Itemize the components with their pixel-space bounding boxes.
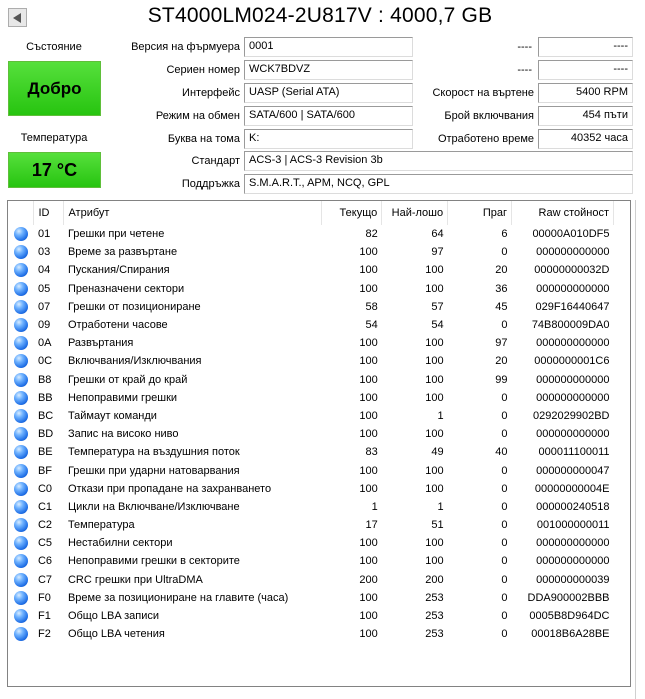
drive-letter-label: Буква на тома xyxy=(167,133,240,145)
dash-field-2: ---- xyxy=(538,60,633,80)
cell-worst: 100 xyxy=(425,391,444,404)
cell-threshold: 0 xyxy=(501,391,508,404)
status-dot-icon xyxy=(14,391,28,405)
cell-raw-value: 000000000000 xyxy=(536,373,610,386)
cell-threshold: 0 xyxy=(501,628,508,641)
cell-raw-value: 00018B6A28BE xyxy=(531,628,610,641)
cell-current: 100 xyxy=(359,555,378,568)
cell-current: 100 xyxy=(359,246,378,259)
cell-current: 1 xyxy=(371,500,378,513)
table-row[interactable] xyxy=(8,389,614,407)
cell-raw-value: 0005B8D964DC xyxy=(529,610,610,623)
cell-raw-value: 000000000000 xyxy=(536,428,610,441)
drive-title: ST4000LM024-2U817V : 4000,7 GB xyxy=(147,4,493,27)
header-threshold[interactable]: Праг xyxy=(448,201,512,225)
standard-field: ACS-3 | ACS-3 Revision 3b xyxy=(244,151,633,171)
status-dot-icon xyxy=(14,609,28,623)
cell-id: 05 xyxy=(37,282,51,295)
cell-worst: 100 xyxy=(425,373,444,386)
status-cell xyxy=(8,552,34,570)
cell-attribute: Преназначени сектори xyxy=(67,282,185,295)
status-cell xyxy=(8,461,34,479)
table-row[interactable] xyxy=(8,371,614,389)
dash-field-1: ---- xyxy=(538,37,633,57)
cell-threshold: 0 xyxy=(501,537,508,550)
rotation-speed-label: Скорост на въртене xyxy=(432,87,534,99)
cell-raw-value: 00000000004E xyxy=(534,482,610,495)
cell-id: 0A xyxy=(37,337,52,350)
status-cell xyxy=(8,607,34,625)
cell-attribute: Развъртания xyxy=(67,337,134,350)
cell-worst: 253 xyxy=(425,591,444,604)
table-row[interactable] xyxy=(8,425,614,443)
cell-raw-value: 000011100011 xyxy=(538,446,610,459)
status-dot-icon xyxy=(14,554,28,568)
temperature-label: Температура xyxy=(20,132,88,144)
cell-id: C7 xyxy=(37,573,53,586)
cell-threshold: 0 xyxy=(501,482,508,495)
cell-attribute: Цикли на Включване/Изключване xyxy=(67,500,240,513)
table-row[interactable] xyxy=(8,334,614,352)
cell-threshold: 6 xyxy=(501,228,508,241)
cell-threshold: 20 xyxy=(495,264,508,277)
table-row[interactable] xyxy=(8,407,614,425)
cell-threshold: 40 xyxy=(495,446,508,459)
table-row[interactable] xyxy=(8,552,614,570)
status-dot-icon xyxy=(14,500,28,514)
cell-current: 100 xyxy=(359,337,378,350)
health-status-badge: Добро xyxy=(8,61,101,116)
cell-raw-value: 029F16440647 xyxy=(535,300,610,313)
cell-current: 58 xyxy=(365,300,378,313)
status-cell xyxy=(8,498,34,516)
cell-threshold: 0 xyxy=(501,500,508,513)
cell-attribute: Общо LBA четения xyxy=(67,628,165,641)
cell-current: 100 xyxy=(359,264,378,277)
cell-current: 100 xyxy=(359,610,378,623)
cell-id: B8 xyxy=(37,373,52,386)
status-dot-icon xyxy=(14,445,28,459)
power-count-field: 454 пъти xyxy=(538,106,633,126)
cell-threshold: 0 xyxy=(501,246,508,259)
status-cell xyxy=(8,589,34,607)
cell-attribute: Време за развъртане xyxy=(67,246,178,259)
cell-attribute: Време за позициониране на главите (часа) xyxy=(67,591,289,604)
table-header-row xyxy=(8,201,614,225)
cell-threshold: 0 xyxy=(501,610,508,623)
cell-raw-value: 00000000032D xyxy=(534,264,610,277)
status-dot-icon xyxy=(14,336,28,350)
features-field: S.M.A.R.T., APM, NCQ, GPL xyxy=(244,174,633,194)
cell-current: 100 xyxy=(359,282,378,295)
status-dot-icon xyxy=(14,464,28,478)
smart-attributes-table[interactable] xyxy=(7,200,631,687)
cell-worst: 100 xyxy=(425,428,444,441)
standard-label: Стандарт xyxy=(191,155,240,167)
cell-worst: 253 xyxy=(425,628,444,641)
status-cell xyxy=(8,425,34,443)
cell-attribute: Непоправими грешки xyxy=(67,391,178,404)
window-edge xyxy=(635,200,636,699)
header-id[interactable]: ID xyxy=(34,201,64,225)
cell-attribute: Непоправими грешки в секторите xyxy=(67,555,240,568)
cell-worst: 100 xyxy=(425,555,444,568)
cell-attribute: Включвания/Изключвания xyxy=(67,355,202,368)
cell-id: 04 xyxy=(37,264,51,277)
status-dot-icon xyxy=(14,409,28,423)
interface-label: Интерфейс xyxy=(182,87,240,99)
header-icon-col[interactable] xyxy=(8,201,34,225)
header-raw-value[interactable]: Raw стойност xyxy=(512,201,614,225)
cell-id: 01 xyxy=(37,228,51,241)
cell-current: 100 xyxy=(359,537,378,550)
triangle-left-icon xyxy=(13,13,22,23)
cell-current: 100 xyxy=(359,409,378,422)
drive-letter-field: K: xyxy=(244,129,413,149)
cell-id: C6 xyxy=(37,555,53,568)
status-label: Състояние xyxy=(26,41,82,53)
status-cell xyxy=(8,407,34,425)
cell-raw-value: 0000000001C6 xyxy=(534,355,610,368)
cell-current: 100 xyxy=(359,482,378,495)
status-cell xyxy=(8,298,34,316)
cell-threshold: 0 xyxy=(501,409,508,422)
status-cell xyxy=(8,371,34,389)
cell-threshold: 0 xyxy=(501,519,508,532)
header-attribute[interactable]: Атрибут xyxy=(64,201,322,225)
cell-worst: 100 xyxy=(425,355,444,368)
status-cell xyxy=(8,534,34,552)
status-cell xyxy=(8,516,34,534)
cell-threshold: 97 xyxy=(495,337,508,350)
cell-threshold: 99 xyxy=(495,373,508,386)
cell-id: BF xyxy=(37,464,53,477)
status-dot-icon xyxy=(14,427,28,441)
table-row[interactable] xyxy=(8,352,614,370)
cell-id: BD xyxy=(37,428,54,441)
cell-threshold: 0 xyxy=(501,464,508,477)
table-row[interactable] xyxy=(8,261,614,279)
table-row[interactable] xyxy=(8,443,614,461)
table-row[interactable] xyxy=(8,480,614,498)
cell-attribute: Отработени часове xyxy=(67,319,168,332)
cell-worst: 100 xyxy=(425,482,444,495)
cell-worst: 49 xyxy=(431,446,444,459)
status-dot-icon xyxy=(14,354,28,368)
cell-current: 100 xyxy=(359,428,378,441)
header-current[interactable]: Текущо xyxy=(322,201,382,225)
features-label: Поддръжка xyxy=(181,178,240,190)
power-hours-label: Отработено време xyxy=(437,133,534,145)
cell-worst: 1 xyxy=(437,409,444,422)
cell-raw-value: 000000000039 xyxy=(536,573,610,586)
cell-raw-value: 000000000000 xyxy=(536,337,610,350)
transfer-mode-field: SATA/600 | SATA/600 xyxy=(244,106,413,126)
cell-id: F2 xyxy=(37,628,51,641)
cell-id: BB xyxy=(37,391,53,404)
cell-attribute: Температура на въздушния поток xyxy=(67,446,240,459)
cell-raw-value: 00000A010DF5 xyxy=(532,228,610,241)
status-dot-icon xyxy=(14,573,28,587)
table-row[interactable] xyxy=(8,607,614,625)
table-row[interactable] xyxy=(8,316,614,334)
power-hours-field: 40352 часа xyxy=(538,129,633,149)
smart-table-body xyxy=(8,225,614,643)
cell-raw-value: 000000240518 xyxy=(536,500,610,513)
serial-field: WCK7BDVZ xyxy=(244,60,413,80)
table-row[interactable] xyxy=(8,225,614,243)
cell-attribute: CRC грешки при UltraDMA xyxy=(67,573,203,586)
cell-current: 100 xyxy=(359,628,378,641)
cell-attribute: Таймаут команди xyxy=(67,409,157,422)
cell-id: C2 xyxy=(37,519,53,532)
cell-id: BE xyxy=(37,446,53,459)
table-row[interactable] xyxy=(8,461,614,479)
status-cell xyxy=(8,243,34,261)
cell-threshold: 0 xyxy=(501,573,508,586)
cell-current: 82 xyxy=(365,228,378,241)
temperature-badge: 17 °C xyxy=(8,152,101,188)
status-dot-icon xyxy=(14,318,28,332)
cell-id: C5 xyxy=(37,537,53,550)
cell-worst: 100 xyxy=(425,464,444,477)
status-dot-icon xyxy=(14,227,28,241)
cell-worst: 64 xyxy=(431,228,444,241)
cell-threshold: 45 xyxy=(495,300,508,313)
status-dot-icon xyxy=(14,627,28,641)
cell-attribute: Грешки при четене xyxy=(67,228,165,241)
status-dot-icon xyxy=(14,373,28,387)
cell-threshold: 36 xyxy=(495,282,508,295)
cell-id: F1 xyxy=(37,610,51,623)
cell-id: BC xyxy=(37,409,54,422)
power-count-label: Брой включвания xyxy=(444,110,534,122)
transfer-mode-label: Режим на обмен xyxy=(155,110,240,122)
status-dot-icon xyxy=(14,536,28,550)
table-row[interactable] xyxy=(8,516,614,534)
cell-worst: 51 xyxy=(431,519,444,532)
table-row[interactable] xyxy=(8,243,614,261)
cell-raw-value: 000000000047 xyxy=(536,464,610,477)
status-dot-icon xyxy=(14,282,28,296)
cell-id: F0 xyxy=(37,591,51,604)
table-row[interactable] xyxy=(8,280,614,298)
serial-label: Сериен номер xyxy=(166,64,240,76)
status-dot-icon xyxy=(14,245,28,259)
back-button[interactable] xyxy=(8,8,27,27)
cell-worst: 100 xyxy=(425,337,444,350)
cell-attribute: Общо LBA записи xyxy=(67,610,160,623)
status-dot-icon xyxy=(14,518,28,532)
cell-id: 03 xyxy=(37,246,51,259)
status-dot-icon xyxy=(14,263,28,277)
cell-attribute: Нестабилни сектори xyxy=(67,537,173,550)
cell-raw-value: 0292029902BD xyxy=(533,409,610,422)
cell-current: 100 xyxy=(359,591,378,604)
cell-current: 54 xyxy=(365,319,378,332)
status-cell xyxy=(8,261,34,279)
cell-id: C1 xyxy=(37,500,53,513)
dash-label-1: ---- xyxy=(517,41,532,53)
status-cell xyxy=(8,480,34,498)
cell-threshold: 0 xyxy=(501,428,508,441)
firmware-label: Версия на фърмуера xyxy=(131,41,240,53)
status-cell xyxy=(8,389,34,407)
header-worst[interactable]: Най-лошо xyxy=(382,201,448,225)
status-cell xyxy=(8,280,34,298)
cell-id: 09 xyxy=(37,319,51,332)
cell-worst: 54 xyxy=(431,319,444,332)
cell-worst: 100 xyxy=(425,537,444,550)
cell-raw-value: 001000000011 xyxy=(536,519,610,532)
cell-worst: 200 xyxy=(425,573,444,586)
cell-current: 100 xyxy=(359,464,378,477)
dash-label-2: ---- xyxy=(517,64,532,76)
cell-raw-value: DDA900002BBB xyxy=(527,591,610,604)
cell-attribute: Грешки от край до край xyxy=(67,373,188,386)
cell-current: 100 xyxy=(359,391,378,404)
cell-worst: 100 xyxy=(425,264,444,277)
cell-current: 200 xyxy=(359,573,378,586)
cell-current: 100 xyxy=(359,373,378,386)
cell-worst: 57 xyxy=(431,300,444,313)
table-row[interactable] xyxy=(8,498,614,516)
table-row[interactable] xyxy=(8,534,614,552)
cell-worst: 1 xyxy=(437,500,444,513)
status-cell xyxy=(8,352,34,370)
status-cell xyxy=(8,443,34,461)
cell-worst: 97 xyxy=(431,246,444,259)
table-row[interactable] xyxy=(8,589,614,607)
cell-attribute: Температура xyxy=(67,519,135,532)
cell-attribute: Пускания/Спирания xyxy=(67,264,170,277)
cell-id: 0C xyxy=(37,355,53,368)
status-dot-icon xyxy=(14,300,28,314)
cell-worst: 253 xyxy=(425,610,444,623)
cell-attribute: Грешки от позициониране xyxy=(67,300,201,313)
firmware-field: 0001 xyxy=(244,37,413,57)
cell-attribute: Запис на високо ниво xyxy=(67,428,179,441)
cell-id: 07 xyxy=(37,300,51,313)
cell-threshold: 0 xyxy=(501,319,508,332)
status-cell xyxy=(8,571,34,589)
cell-current: 83 xyxy=(365,446,378,459)
table-row[interactable] xyxy=(8,625,614,643)
status-cell xyxy=(8,625,34,643)
cell-raw-value: 000000000000 xyxy=(536,246,610,259)
table-row[interactable] xyxy=(8,571,614,589)
cell-threshold: 0 xyxy=(501,555,508,568)
status-dot-icon xyxy=(14,591,28,605)
cell-raw-value: 000000000000 xyxy=(536,555,610,568)
cell-raw-value: 000000000000 xyxy=(536,391,610,404)
cell-threshold: 20 xyxy=(495,355,508,368)
cell-worst: 100 xyxy=(425,282,444,295)
status-dot-icon xyxy=(14,482,28,496)
cell-id: C0 xyxy=(37,482,53,495)
status-cell xyxy=(8,316,34,334)
table-row[interactable] xyxy=(8,298,614,316)
cell-threshold: 0 xyxy=(501,591,508,604)
cell-current: 100 xyxy=(359,355,378,368)
cell-current: 17 xyxy=(365,519,378,532)
cell-raw-value: 000000000000 xyxy=(536,282,610,295)
cell-raw-value: 74B800009DA0 xyxy=(531,319,610,332)
rotation-speed-field: 5400 RPM xyxy=(538,83,633,103)
cell-attribute: Откази при пропадане на захранването xyxy=(67,482,272,495)
status-cell xyxy=(8,334,34,352)
interface-field: UASP (Serial ATA) xyxy=(244,83,413,103)
status-cell xyxy=(8,225,34,243)
cell-attribute: Грешки при ударни натоварвания xyxy=(67,464,240,477)
cell-raw-value: 000000000000 xyxy=(536,537,610,550)
